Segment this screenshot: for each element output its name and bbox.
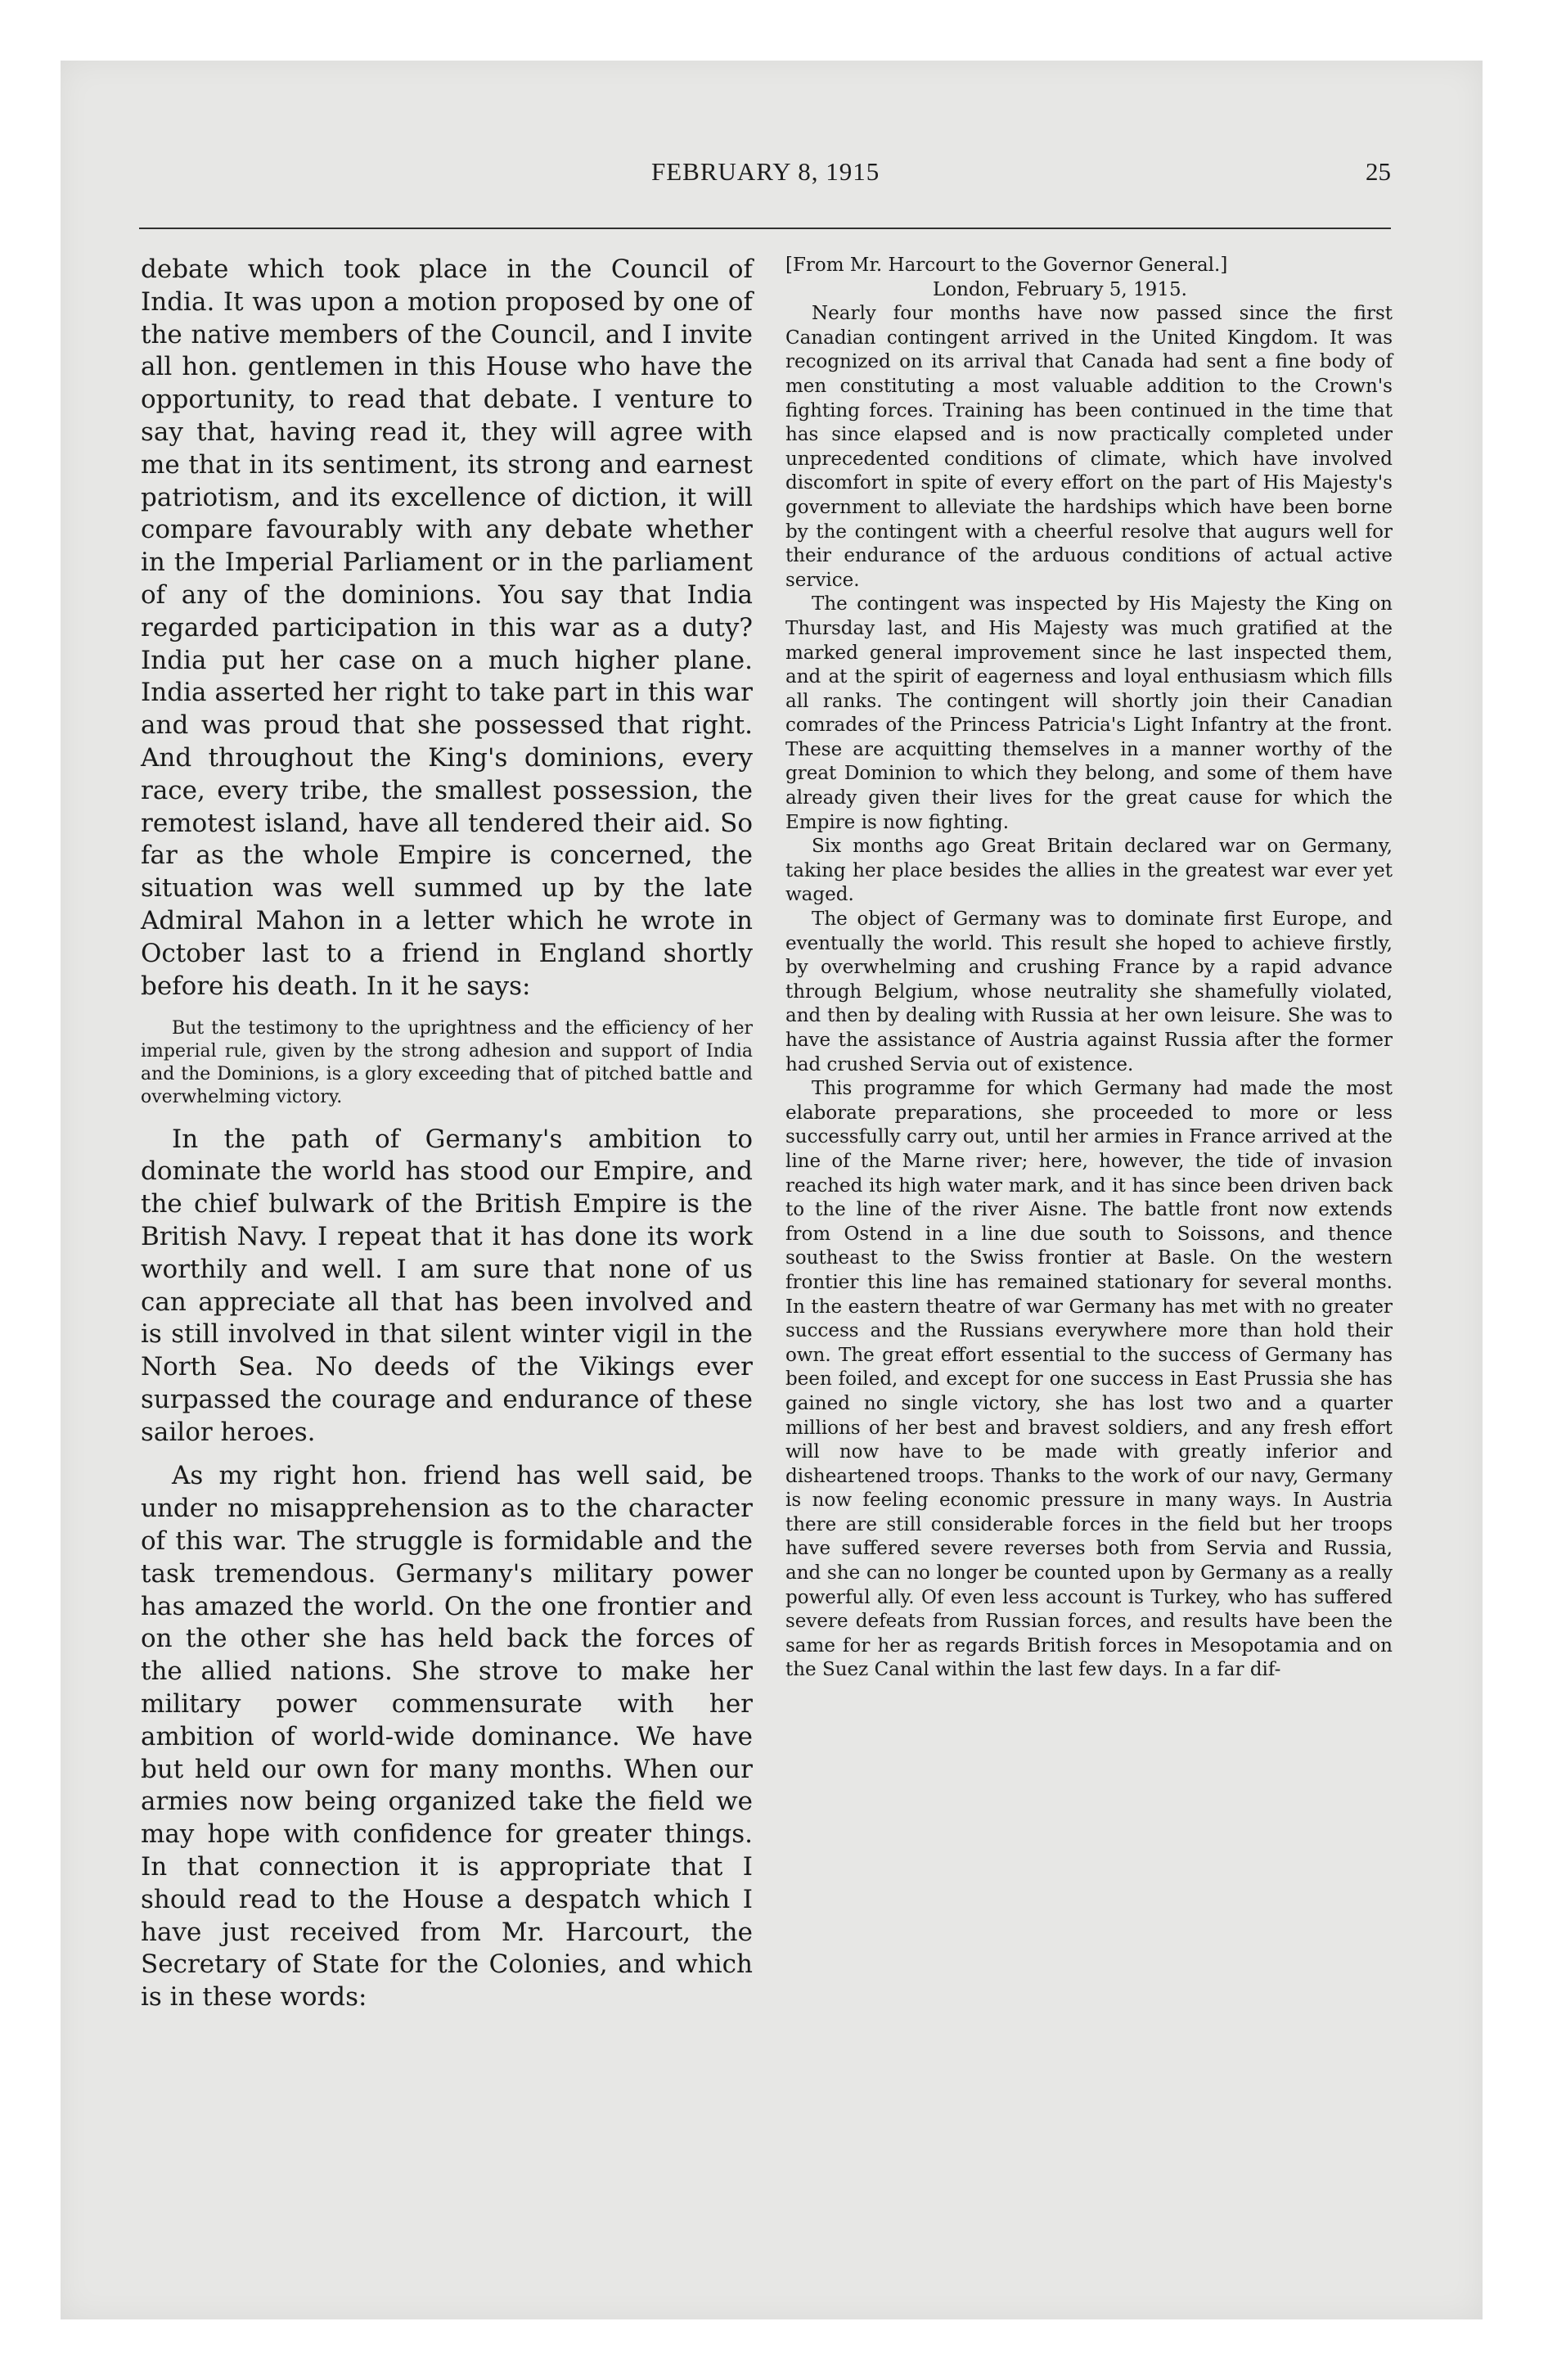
left-paragraph-1: debate which took place in the Council of India. It was upon a motion proposed by one of the native members of the Council, and I invite all hon. gentlemen in this House who have the opportunity, to read that debate. I venture to say that, having read it, they will agree with me that in its sentiment, its strong and earnest patriotism, and its excellence of diction, it will compare favourably with any debate whether in the Imperial Parliament or in the parliament of any of the dominions. You say that India regarded participation in this war as a duty? India put her case on a much higher plane. India asserted her right to take part in this war and was proud that she possessed that right. And throughout the King's dominions, every race, every tribe, the smallest possession, the remotest island, have all tendered their aid. So far as the whole Empire is concerned, the situation was well summed up by the late Admiral Mahon in a letter which he wrote in October last to a friend in England shortly before his death. In it he says: — [141, 255, 753, 1001]
left-paragraph-2: In the path of Germany's ambition to dominate the world has stood our Empire, and the chief bulwark of the British Empire is the British Navy. I repeat that it has done its work worthily and well. I am sure that none of us can appreciate all that has been involved and is still involved in that silent winter vigil in the North Sea. No deeds of the Vikings ever surpassed the courage and endurance of these sailor heroes. — [141, 1124, 753, 1447]
header-rule — [139, 228, 1391, 229]
left-column — [141, 254, 753, 2014]
left-paragraph-3: As my right hon. friend has well said, be under no misapprehension as to the character of this war. The struggle is formidable and the task tremendous. Germany's military power has amazed the world. On the one frontier and on the other she has held back the forces of the allied nations. She strove to make her military power commensurate with her ambition of world-wide dominance. We have but held our own for many months. When our armies now being organized take the field we may hope with confidence for greater things. In that connection it is appropriate that I should read to the House a despatch which I have just received from Mr. Harcourt, the Secretary of State for the Colonies, and which is in these words: — [141, 1461, 753, 2013]
right-paragraph-4: The object of Germany was to dominate first Europe, and eventually the world. This result she hoped to achieve firstly, by overwhelming and crushing France by a rapid advance through Belgium, whose neutrality she shamefully violated, and then by dealing with Russia at her own leisure. She was to have the assistance of Austria against Russia after the former had crushed Servia out of existence. — [785, 908, 1393, 1075]
page-header — [573, 157, 1391, 193]
despatch-attribution: [From Mr. Harcourt to the Governor General.] — [785, 255, 1228, 276]
right-paragraph-5: This programme for which Germany had made the most elaborate preparations, she proceeded to more or less successfully carry out, until her armies in France arrived at the line of the Marne river; here, however, the tide of invasion reached its high water mark, and it has since been driven back to the line of the river Aisne. The battle front now extends from Ostend in a line due south to Soissons, and thence southeast to the Swiss frontier at Basle. On the western frontier this line has remained stationary for several months. In the eastern theatre of war Germany has met with no greater success and the Russians everywhere more than hold their own. The great effort essential to the success of Germany has been foiled, and except for one success in East Prussia she has gained no single victory, she has lost two and a quarter millions of her best and bravest soldiers, and any fresh effort will now have to be made with greatly inferior and disheartened troops. Thanks to the work of our navy, Germany is now feeling economic pressure in many ways. In Austria there are still considerable forces in the field but her troops have suffered severe reverses both from Servia and Russia, and she can no longer be counted upon by Germany as a really powerful ally. Of even less account is Turkey, who has suffered severe defeats from Russian forces, and results have been the same for her as regards British forces in Mesopotamia and on the Suez Canal within the last few days. In a far dif- — [785, 1078, 1393, 1681]
page-number: 25 — [1366, 157, 1391, 186]
quotation: But the testimony to the uprightness and the efficiency of her imperial rule, given by the strong adhesion and support of India and the Dominions, is a glory exceeding that of pitched battle and overwhelming victory. — [141, 1018, 753, 1107]
despatch-place-date: London, February 5, 1915. — [933, 278, 1187, 300]
page-date: FEBRUARY 8, 1915 — [651, 157, 880, 186]
right-paragraph-1: Nearly four months have now passed since the first Canadian contingent arrived in the United Kingdom. It was recognized on its arrival that Canada had sent a fine body of men constituting a most valuable addition to the Crown's fighting forces. Training has been continued in the time that has since elapsed and is now practically completed under unprecedented conditions of climate, which have involved discomfort in spite of every effort on the part of His Majesty's government to alleviate the hardships which have been borne by the contingent with a cheerful resolve that augurs well for their endurance of the arduous conditions of actual active service. — [785, 303, 1393, 591]
right-paragraph-3: Six months ago Great Britain declared war on Germany, taking her place besides the allies in the greatest war ever yet waged. — [785, 836, 1393, 906]
right-paragraph-2: The contingent was inspected by His Majesty the King on Thursday last, and His Majesty was much gratified at the marked general improvement since he last inspected them, and at the spirit of eagerness and loyal enthusiasm which fills all ranks. The contingent will shortly join their Canadian comrades of the Princess Patricia's Light Infantry at the front. These are acquitting themselves in a manner worthy of the great Dominion to which they belong, and some of them have already given their lives for the great cause for which the Empire is now fighting. — [785, 593, 1393, 833]
right-column — [785, 254, 1393, 1683]
